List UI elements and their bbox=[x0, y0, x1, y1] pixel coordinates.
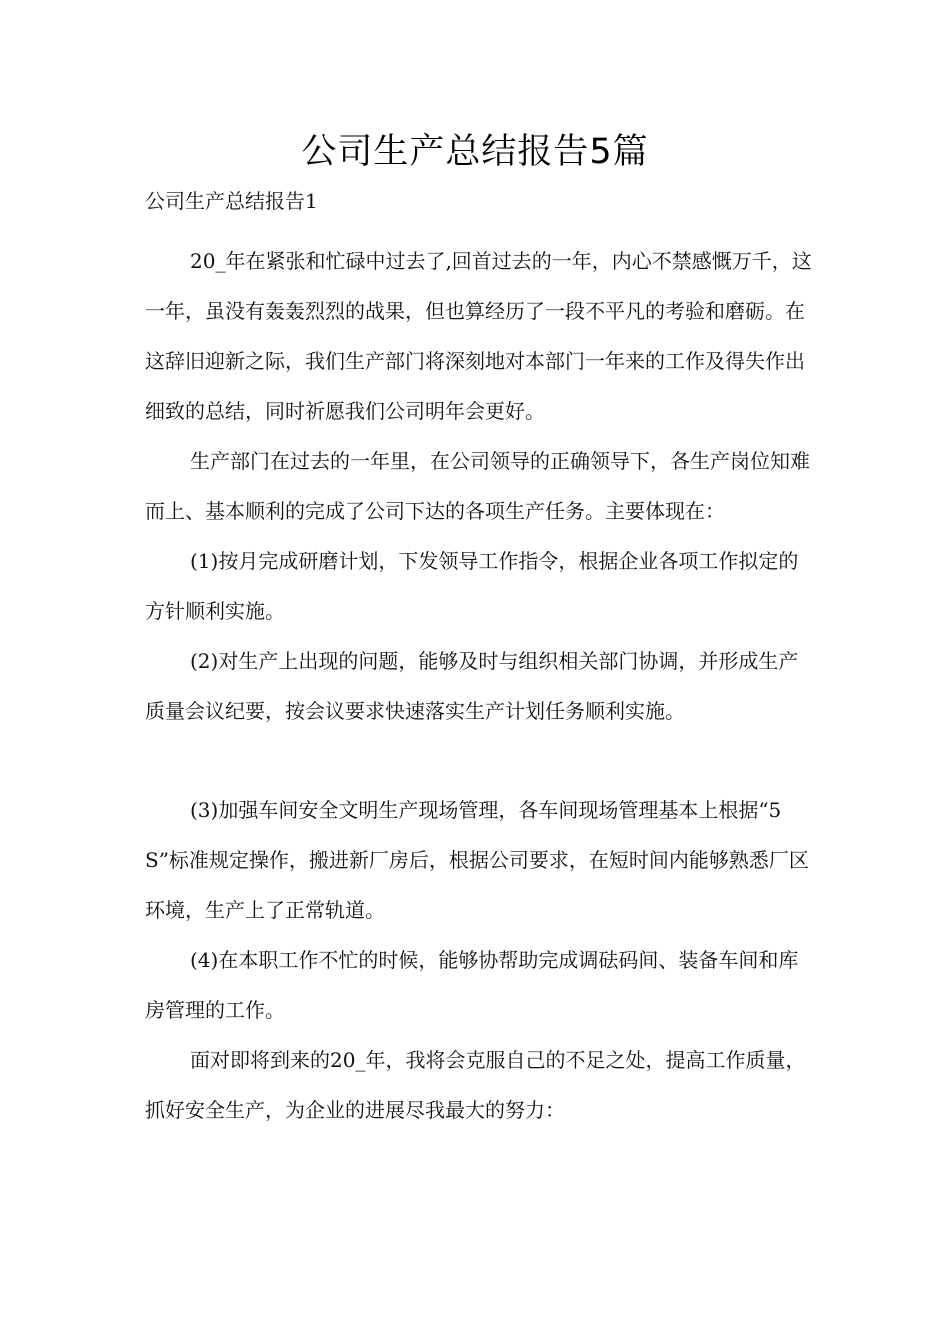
paragraph-outlook: 面对即将到来的20_年，我将会克服自己的不足之处，提高工作质量，抓好安全生产，为企业的进展尽我最大的努力： bbox=[145, 1048, 806, 1122]
document-title: 公司生产总结报告5篇 bbox=[301, 132, 649, 172]
section-heading: 公司生产总结报告1 bbox=[145, 189, 318, 213]
document-body bbox=[145, 236, 815, 1135]
paragraph-intro: 20_年在紧张和忙碌中过去了,回首过去的一年，内心不禁感慨万千，这一年，虽没有轰轰烈烈的战果，但也算经历了一段不平凡的考验和磨砺。在这辞旧迎新之际，我们生产部门将深刻地对本部门一年来的工作及得失作出细致的总结，同时祈愿我们公司明年会更好。 bbox=[145, 249, 812, 423]
paragraph-spacer bbox=[145, 736, 815, 785]
paragraph-summary: 生产部门在过去的一年里，在公司领导的正确领导下，各生产岗位知难而上、基本顺利的完成了公司下达的各项生产任务。主要体现在： bbox=[145, 449, 810, 523]
paragraph-item-4: (4)在本职工作不忙的时候，能够协帮助完成调砝码间、装备车间和库房管理的工作。 bbox=[145, 948, 799, 1022]
paragraph-item-3: (3)加强车间安全文明生产现场管理，各车间现场管理基本上根据“5S”标准规定操作，搬进新厂房后，根据公司要求，在短时间内能够熟悉厂区环境，生产上了正常轨道。 bbox=[145, 798, 809, 922]
paragraph-item-1: (1)按月完成研磨计划，下发领导工作指令，根据企业各项工作拟定的方针顺利实施。 bbox=[145, 549, 799, 623]
paragraph-item-2: (2)对生产上出现的问题，能够及时与组织相关部门协调，并形成生产质量会议纪要，按会议要求快速落实生产计划任务顺利实施。 bbox=[145, 649, 799, 723]
